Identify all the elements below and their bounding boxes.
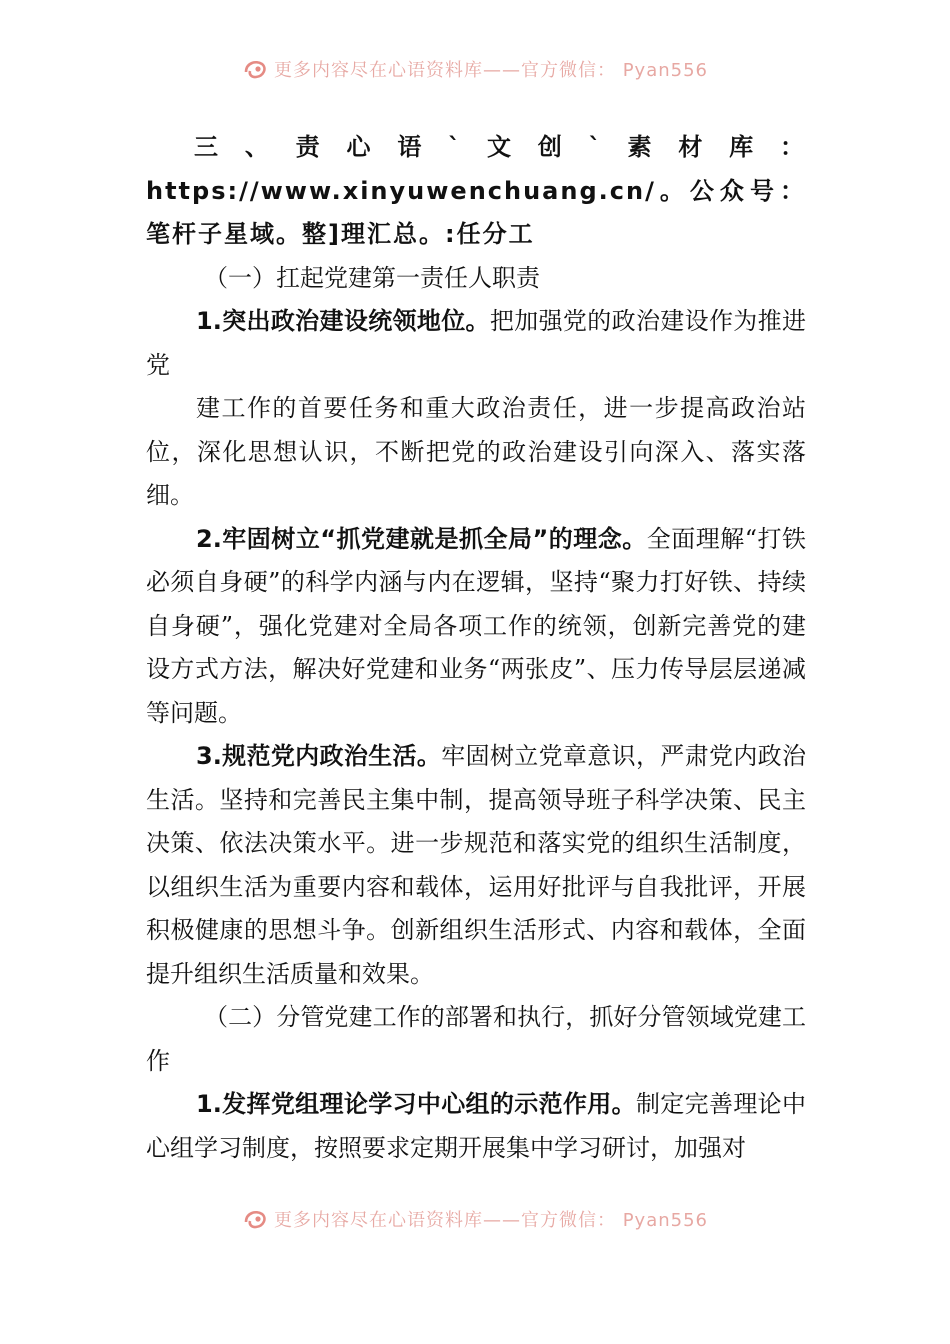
paragraph-1 <box>146 300 806 387</box>
paragraph-2 <box>146 518 806 736</box>
paragraph-4-text: 制定完善理论中心组学习制度，按照要求定期开展集中学习研讨，加强对 <box>146 1090 806 1162</box>
paragraph-3-text: 牢固树立党章意识，严肃党内政治生活。坚持和完善民主集中制，提高领导班子科学决策、民主决策、依法决策水平。进一步规范和落实党的组织生活制度，以组织生活为重要内容和载体，运用好批评与自我批评，开展积极健康的思想斗争。创新组织生活形式、内容和载体，全面提升组织生活质量和效果。 <box>146 742 807 988</box>
paragraph-1-continued: 建工作的首要任务和重大政治责任，进一步提高政治站位，深化思想认识，不断把党的政治建设引向深入、落实落细。 <box>146 394 806 509</box>
logo-icon <box>242 1208 268 1230</box>
paragraph-4-lead: 1.发挥党组理论学习中心组的示范作用。 <box>196 1090 636 1118</box>
watermark-footer <box>0 1206 950 1236</box>
paragraph-2-lead: 2.牢固树立“抓党建就是抓全局”的理念。 <box>196 524 647 553</box>
section-title: 三、责心语`文创`素材库：https://www.xinyuwenchuang.cn/。公众号：笔杆子星域。整]理汇总。:任分工 <box>146 133 806 248</box>
paragraph-3-lead: 3.规范党内政治生活。 <box>196 742 442 770</box>
watermark-text: 更多内容尽在心语资料库——官方微信： Pyan556 <box>273 1210 709 1231</box>
section-heading-1: （一）扛起党建第一责任人职责 <box>204 263 540 292</box>
paragraph-2-text: 全面理解“打铁必须自身硬”的科学内涵与内在逻辑，坚持“聚力打好铁、持续自身硬”，强化党建对全局各项工作的统领，创新完善党的建设方式方法，解决好党建和业务“两张皮”、压力传导层层递减等问题。 <box>146 524 806 727</box>
paragraph-4 <box>146 1083 806 1170</box>
paragraph-1-lead: 1.突出政治建设统领地位。 <box>196 307 490 335</box>
document-body <box>146 126 806 1170</box>
paragraph-1-text: 把加强党的政治建设作为推进党 <box>146 307 806 379</box>
watermark-header <box>0 56 950 86</box>
paragraph-3 <box>146 735 806 996</box>
section-heading-2: （二）分管党建工作的部署和执行，抓好分管领域党建工作 <box>146 1003 806 1075</box>
logo-icon <box>242 58 268 80</box>
watermark-text: 更多内容尽在心语资料库——官方微信： Pyan556 <box>273 60 709 81</box>
